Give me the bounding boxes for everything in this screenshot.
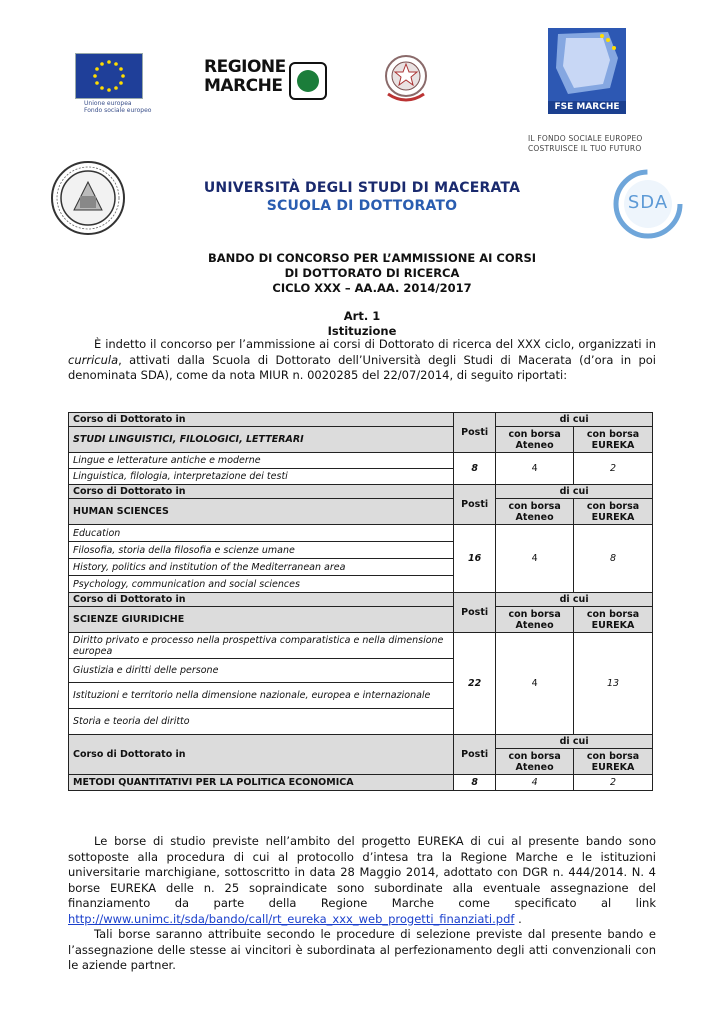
table-row [69, 607, 653, 633]
borsa-eureka-header: con borsa EUREKA [574, 749, 653, 775]
regione-line1: REGIONE [204, 57, 286, 77]
course-name-text: STUDI LINGUISTICI, FILOLOGICI, LETTERARI [73, 434, 304, 445]
regione-marche-wordmark [204, 58, 286, 96]
regione-line2: MARCHE [204, 76, 283, 96]
course-name: SCIENZE GIURIDICHE [69, 607, 454, 633]
borsa-eureka-header: con borsa EUREKA [574, 607, 653, 633]
posti-header: Posti [454, 485, 496, 525]
table-row [69, 499, 653, 525]
regione-badge-mark [297, 70, 319, 92]
ateneo-value: 4 [496, 525, 574, 593]
eureka-value: 2 [574, 775, 653, 791]
school-title: SCUOLA DI DOTTORATO [266, 198, 458, 214]
article-text-b: , attivati dalla Scuola di Dottorato dell’Università degli Studi di Macerata (d’ora in poi denominata SDA), come da nota MIUR n. 0020285 del 22/07/2014, di seguito riportati: [68, 352, 656, 382]
fse-marche-label: FSE MARCHE [548, 101, 626, 114]
borsa-ateneo-header: con borsa Ateneo [496, 499, 574, 525]
eureka-value: 2 [574, 453, 653, 485]
article-title: Istituzione [327, 324, 397, 338]
table-row [69, 525, 653, 542]
course-label: Corso di Dottorato in [69, 593, 454, 607]
article-text-italic: curricula [68, 352, 119, 367]
course-label: Corso di Dottorato in [69, 485, 454, 499]
di-cui-header: di cui [496, 593, 653, 607]
article-paragraph [68, 337, 656, 384]
posti-header: Posti [454, 413, 496, 453]
eu-caption: Unione europea Fondo sociale europeo [84, 100, 152, 114]
course-name: METODI QUANTITATIVI PER LA POLITICA ECONOMICA [69, 775, 454, 791]
course-label: Corso di Dottorato in [69, 735, 454, 775]
bando-title [0, 251, 724, 296]
curriculum-item: Giustizia e diritti delle persone [69, 659, 454, 683]
ateneo-value: 4 [496, 633, 574, 735]
course-name: HUMAN SCIENCES [69, 499, 454, 525]
course-name [69, 427, 454, 453]
table-row [69, 485, 653, 499]
curriculum-item: Psychology, communication and social sciences [69, 576, 454, 593]
di-cui-header: di cui [496, 485, 653, 499]
table-row [69, 593, 653, 607]
fse-motto-line2: COSTRUISCE IL TUO FUTURO [528, 144, 642, 153]
eureka-value: 8 [574, 525, 653, 593]
table-row [69, 775, 653, 791]
fse-motto [528, 134, 688, 154]
logo-bar [70, 28, 690, 158]
eu-flag-logo [75, 53, 143, 99]
sda-text: SDA [627, 192, 669, 213]
curriculum-item: Storia e teoria del diritto [69, 709, 454, 735]
eureka-text: Le borse di studio previste nell’ambito del progetto EUREKA di cui al presente bando sono sottoposte alla procedura di cui al protocollo d’intesa tra la Regione Marche e le istituzioni universitarie marchigiane, sottoscritto in data 28 Maggio 2014, adottato con DGR n. 444/2014. N. 4 borse EUREKA delle n. 25 sopraindicate sono subordinate alla eventuale assegnazione del finanziamento da parte della Regione Marche come specificato al link [68, 834, 656, 910]
table-row [69, 453, 653, 469]
assignment-text: Tali borse saranno attribuite secondo le procedure di selezione previste dal presente bando e l’assegnazione delle stesse ai vincitori è subordinata al perfezionamento degli atti convenzionali con le aziende partner. [68, 927, 656, 972]
bando-line2: DI DOTTORATO DI RICERCA [284, 266, 460, 280]
curriculum-item: History, politics and institution of the Mediterranean area [69, 559, 454, 576]
university-title: UNIVERSITÀ DEGLI STUDI DI MACERATA [203, 180, 521, 196]
italian-republic-emblem-icon [380, 50, 432, 106]
bando-line1: BANDO DI CONCORSO PER L’AMMISSIONE AI CORSI [207, 251, 537, 265]
curriculum-item: Istituzioni e territorio nella dimensione nazionale, europea e internazionale [69, 683, 454, 709]
curriculum-item: Diritto privato e processo nella prospettiva comparatistica e nella dimensione europea [69, 633, 454, 659]
curriculum-item: Filosofia, storia della filosofia e scienze umane [69, 542, 454, 559]
posti-header: Posti [454, 593, 496, 633]
table-row [69, 427, 653, 453]
courses-table [68, 412, 653, 791]
table-row [69, 633, 653, 659]
borsa-ateneo-header: con borsa Ateneo [496, 427, 574, 453]
borsa-eureka-header: con borsa EUREKA [574, 499, 653, 525]
borsa-ateneo-header: con borsa Ateneo [496, 749, 574, 775]
eureka-link[interactable]: http://www.unimc.it/sda/bando/call/rt_eureka_xxx_web_progetti_finanziati.pdf [68, 911, 515, 926]
table-row [69, 413, 653, 427]
ateneo-value: 4 [496, 453, 574, 485]
posti-value: 8 [454, 775, 496, 791]
article-number: Art. 1 [343, 309, 381, 323]
posti-header: Posti [454, 735, 496, 775]
article-text-a: È indetto il concorso per l’ammissione ai corsi di Dottorato di ricerca del XXX ciclo, organizzati in [94, 337, 656, 351]
borsa-ateneo-header: con borsa Ateneo [496, 607, 574, 633]
curriculum-item: Lingue e letterature antiche e moderne [69, 453, 454, 469]
table-row [69, 735, 653, 749]
course-label: Corso di Dottorato in [69, 413, 454, 427]
di-cui-header: di cui [496, 735, 653, 749]
regione-marche-badge-icon [289, 62, 327, 100]
ateneo-value: 4 [496, 775, 574, 791]
eureka-value: 13 [574, 633, 653, 735]
curriculum-item: Linguistica, filologia, interpretazione dei testi [69, 469, 454, 485]
borsa-eureka-header: con borsa EUREKA [574, 427, 653, 453]
regione-marche-logo [204, 56, 324, 106]
posti-value: 16 [454, 525, 496, 593]
eureka-paragraph [68, 834, 656, 974]
eureka-link-tail: . [514, 911, 522, 926]
assignment-paragraph [68, 927, 656, 974]
curriculum-item: Education [69, 525, 454, 542]
posti-value: 8 [454, 453, 496, 485]
marche-map-icon [548, 28, 626, 102]
bando-line3: CICLO XXX – AA.AA. 2014/2017 [272, 281, 472, 295]
posti-value: 22 [454, 633, 496, 735]
eu-stars-icon [76, 54, 142, 98]
di-cui-header: di cui [496, 413, 653, 427]
article-heading [0, 309, 724, 339]
fse-motto-line1: IL FONDO SOCIALE EUROPEO [528, 134, 643, 143]
